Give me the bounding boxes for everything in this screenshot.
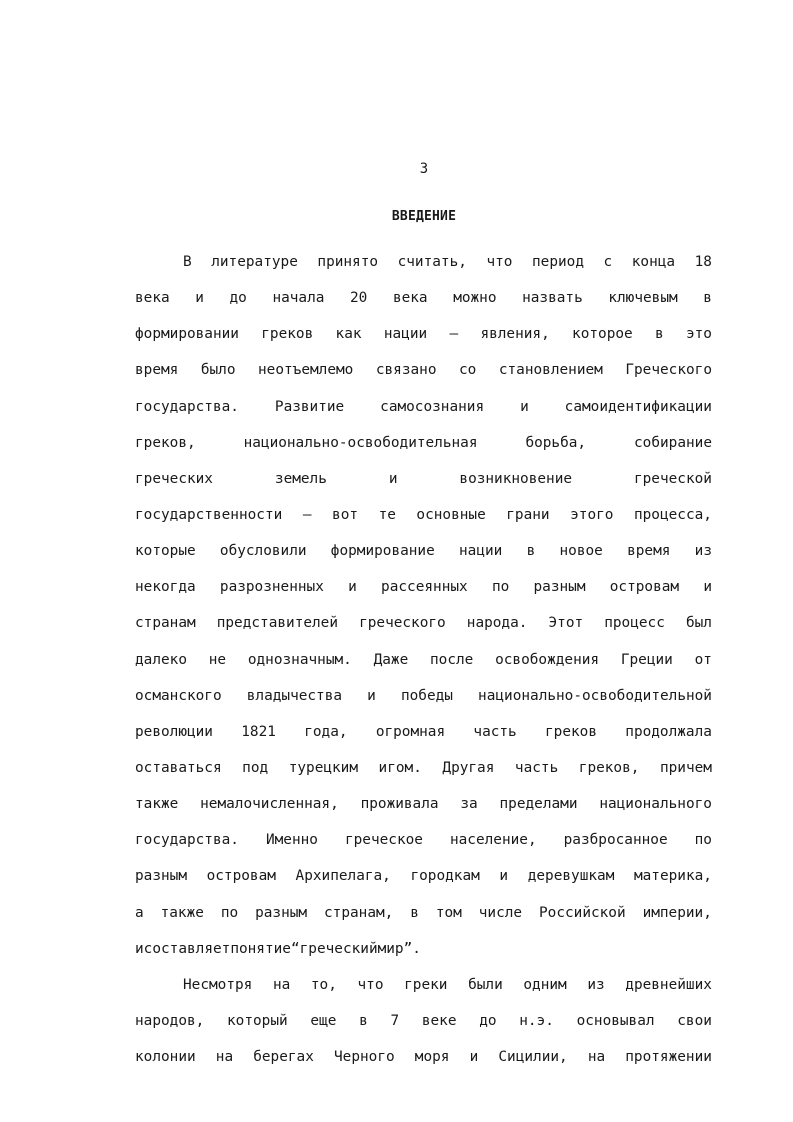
word: в: [526, 543, 536, 560]
word: с: [603, 254, 613, 270]
word: греков,: [578, 759, 640, 776]
word: материка,: [633, 868, 712, 885]
word: до: [479, 1012, 497, 1029]
word: владычества: [246, 687, 343, 704]
word: пределами: [499, 796, 578, 813]
word: Даже: [373, 651, 409, 668]
word: –: [449, 326, 459, 343]
word: как: [335, 326, 362, 343]
text-line: [135, 244, 712, 280]
text-line: [135, 280, 712, 316]
word: и: [469, 1049, 479, 1066]
word: греческих: [135, 470, 213, 487]
word: составляет: [143, 940, 231, 957]
word: некогда: [135, 579, 196, 596]
word: народа.: [466, 615, 528, 632]
word: городкам: [410, 868, 480, 885]
word: Черного: [334, 1049, 395, 1066]
word: колонии: [135, 1049, 196, 1066]
word: моря: [414, 1049, 450, 1066]
word: государственности: [135, 506, 283, 523]
word: греческое: [344, 832, 423, 849]
word: по: [694, 832, 712, 849]
word: разбросанное: [563, 832, 668, 849]
text-line: [135, 967, 712, 1003]
word: Сицилии,: [498, 1049, 568, 1066]
word: самоидентификации: [564, 398, 712, 415]
word: странам,: [324, 904, 394, 921]
word: островам: [206, 868, 276, 885]
word: период: [532, 254, 584, 270]
word: этого: [570, 506, 614, 523]
word: немалочисленная,: [200, 796, 339, 813]
word: за: [460, 796, 478, 813]
word: земель: [274, 470, 327, 487]
word: явления,: [480, 326, 550, 343]
text-line: [135, 533, 712, 569]
text-line: [135, 569, 712, 605]
word: что: [357, 976, 384, 993]
word: это: [685, 326, 712, 343]
word: 1821: [241, 723, 276, 740]
word: разным: [255, 904, 308, 921]
word: –: [302, 506, 312, 523]
word: формирование: [330, 543, 435, 560]
word: и: [348, 579, 357, 596]
text-line: [135, 497, 712, 533]
text-line: [135, 750, 712, 786]
word: Несмотря: [183, 976, 253, 993]
text-line: [135, 786, 712, 822]
word: и: [499, 868, 509, 885]
word: и: [388, 470, 398, 487]
word: основные: [416, 506, 486, 523]
word: в: [655, 326, 664, 343]
word: национально-освободительная: [243, 434, 478, 451]
word: и: [135, 940, 144, 957]
word: национального: [599, 796, 712, 813]
word: одним: [523, 976, 567, 993]
word: национально-освободительной: [478, 687, 712, 704]
word: часть: [514, 759, 559, 776]
word: островам: [609, 579, 680, 596]
text-line: [135, 714, 712, 750]
word: оставаться: [135, 759, 222, 776]
word: в: [703, 290, 712, 307]
word: Российской: [539, 904, 626, 921]
word: в: [359, 1012, 368, 1029]
word: которое: [572, 326, 633, 343]
word: В: [183, 254, 192, 270]
word: греческого: [359, 615, 446, 632]
word: разрозненных: [219, 579, 324, 596]
word: процесс: [604, 615, 665, 632]
word: назвать: [522, 290, 583, 307]
word: Именно: [265, 832, 318, 849]
word: победы: [400, 687, 453, 704]
word: и: [195, 290, 204, 307]
word: странам: [135, 615, 196, 632]
word: до: [229, 290, 247, 307]
word: продолжала: [625, 723, 712, 740]
word: грани: [506, 506, 550, 523]
word: разным: [135, 868, 187, 885]
word: на: [587, 1049, 606, 1066]
word: н.э.: [519, 1012, 554, 1029]
word: население,: [449, 832, 537, 849]
word: протяжении: [625, 1049, 712, 1066]
word: империи,: [642, 904, 712, 921]
word: однозначным.: [247, 651, 352, 668]
word: Развитие: [274, 398, 345, 415]
word: те: [378, 506, 396, 523]
word: “греческий: [290, 940, 378, 957]
word: Архипелага,: [295, 868, 391, 885]
word: что: [486, 254, 513, 270]
word: возникновение: [459, 470, 573, 487]
word: собирание: [634, 434, 712, 451]
word: от: [694, 651, 712, 668]
word: становлением: [498, 362, 603, 379]
word: Этот: [548, 615, 584, 632]
word: древнейших: [625, 976, 712, 993]
word: революции: [135, 723, 213, 740]
word: из: [694, 543, 712, 560]
word: ключевым: [608, 290, 678, 307]
page-number: 3: [419, 161, 429, 177]
word: греческой: [633, 470, 712, 487]
text-line: [135, 858, 712, 894]
text-line: [135, 1003, 712, 1039]
word: 18: [694, 254, 712, 270]
text-line: [135, 316, 712, 352]
word: века: [392, 290, 428, 307]
word: конца: [631, 254, 676, 270]
word: под: [242, 759, 269, 776]
word: борьба,: [525, 434, 587, 451]
word: понятие: [230, 940, 291, 957]
text-line: [135, 425, 712, 461]
word: и: [703, 579, 712, 596]
word: 7: [390, 1012, 400, 1029]
word: были: [468, 976, 503, 993]
word: со: [459, 362, 477, 379]
word: самосознания: [380, 398, 485, 415]
word: то,: [310, 976, 337, 993]
word: на: [215, 1049, 234, 1066]
paragraph-2: [135, 967, 712, 1075]
text-line: [135, 389, 712, 425]
word: по: [491, 579, 510, 596]
word: в: [410, 904, 419, 921]
word: нации: [459, 543, 503, 560]
word: можно: [453, 290, 497, 307]
text-line: [135, 461, 712, 497]
word: освобождения: [495, 651, 600, 668]
word: из: [587, 976, 605, 993]
word: 20: [350, 290, 368, 307]
word: деревушкам: [527, 868, 615, 885]
word: связано: [375, 362, 437, 379]
word: после: [430, 651, 474, 668]
word: огромная: [375, 723, 446, 740]
word: литературе: [211, 254, 298, 270]
word: было: [200, 362, 236, 379]
word: свои: [677, 1012, 712, 1029]
word: и: [367, 687, 376, 704]
word: по: [220, 904, 239, 921]
text-line: [135, 642, 712, 678]
text-line: [135, 931, 712, 967]
word: начала: [272, 290, 325, 307]
word: года,: [304, 723, 348, 740]
text-line: [135, 1039, 712, 1075]
word: греков: [545, 723, 597, 740]
word: турецким: [288, 759, 359, 776]
word: рассеянных: [381, 579, 468, 596]
word: берегах: [253, 1049, 314, 1066]
word: был: [685, 615, 712, 632]
word: века: [135, 290, 170, 307]
word: далеко: [135, 651, 187, 668]
word: нации: [383, 326, 428, 343]
word: неотъемлемо: [258, 362, 354, 379]
word: также: [160, 904, 204, 921]
word: народов,: [135, 1012, 205, 1029]
word: время: [135, 362, 179, 379]
word: причем: [659, 759, 712, 776]
word: и: [520, 398, 529, 415]
section-heading: ВВЕДЕНИЕ: [391, 209, 457, 224]
word: также: [135, 796, 179, 813]
word: османского: [135, 687, 222, 704]
word: том: [435, 904, 462, 921]
word: числе: [478, 904, 523, 921]
word: принято: [317, 254, 379, 270]
word: мир”.: [377, 940, 421, 957]
word: процесса,: [633, 506, 712, 523]
word: не: [208, 651, 227, 668]
word: новое: [559, 543, 603, 560]
word: греков: [261, 326, 314, 343]
word: считать,: [397, 254, 467, 270]
word: греки: [404, 976, 448, 993]
body-text: [135, 244, 712, 1075]
word: Греции: [620, 651, 673, 668]
word: Греческого: [625, 362, 712, 379]
word: а: [135, 904, 144, 921]
word: представителей: [216, 615, 339, 632]
word: разным: [533, 579, 586, 596]
word: проживала: [360, 796, 439, 813]
paragraph-1: [135, 244, 712, 967]
word: формировании: [135, 326, 239, 343]
word: на: [272, 976, 291, 993]
word: которые: [135, 543, 196, 560]
word: еще: [310, 1012, 337, 1029]
word: часть: [473, 723, 517, 740]
word: греков,: [135, 434, 196, 451]
word: государства.: [135, 398, 239, 415]
text-line: [135, 822, 712, 858]
word: государства.: [135, 832, 239, 849]
text-line: [135, 895, 712, 931]
word: Другая: [442, 759, 495, 776]
text-line: [135, 678, 712, 714]
word: основывал: [576, 1012, 655, 1029]
text-line: [135, 605, 712, 641]
word: вот: [332, 506, 359, 523]
text-line: [135, 352, 712, 388]
word: обусловили: [219, 543, 307, 560]
word: игом.: [378, 759, 422, 776]
word: который: [227, 1012, 288, 1029]
word: время: [627, 543, 671, 560]
word: веке: [421, 1012, 457, 1029]
